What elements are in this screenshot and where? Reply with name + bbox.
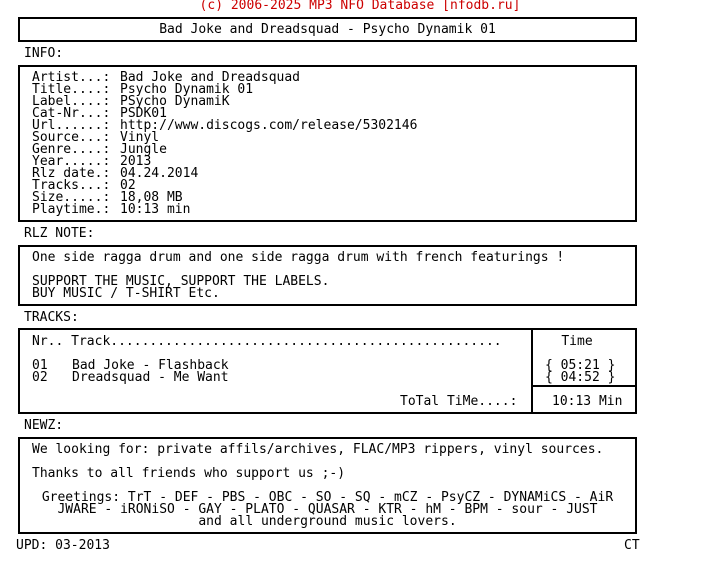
- footer-tag: CT: [624, 538, 640, 553]
- rlz-note-line-1: One side ragga drum and one side ragga drum with french featurings !: [32, 250, 565, 265]
- info-field-key: Cat-Nr...:: [32, 106, 111, 121]
- info-field-key: Url......:: [32, 118, 111, 133]
- track-row-nr: 01: [32, 358, 48, 373]
- greetings-line-1: Greetings: TrT - DEF - PBS - OBC - SO - SQ - mCZ - PsyCZ - DYNAMiCS - AiR: [41, 490, 614, 505]
- info-field-value: PSycho DynamiK: [120, 94, 230, 109]
- copyright-notice: (c) 2006-2025 MP3 NFO Database [nfodb.ru]: [199, 0, 521, 13]
- greetings-line-2: JWARE - iRONiSO - GAY - PLATO - QUASAR - KTR - hM - BPM - sour - JUST: [57, 502, 598, 517]
- track-row-title: Bad Joke - Flashback: [72, 358, 229, 373]
- info-field-value: PSDK01: [120, 106, 167, 121]
- info-field-key: Title....:: [32, 82, 111, 97]
- info-field-key: Source...:: [32, 130, 111, 145]
- info-field-key: Playtime.:: [32, 202, 111, 217]
- info-field-value: Bad Joke and Dreadsquad: [120, 70, 301, 85]
- track-row-time: { 04:52 }: [545, 370, 616, 385]
- update-date: UPD: 03-2013: [16, 538, 110, 553]
- info-field-value: http://www.discogs.com/release/5302146: [120, 118, 418, 133]
- info-field-value: Psycho Dynamik 01: [120, 82, 254, 97]
- time-column-header: Time: [561, 334, 593, 349]
- rlz-note-line-3: BUY MUSIC / T-SHIRT Etc.: [32, 286, 220, 301]
- total-time-label: ToTal TiMe....:: [400, 394, 518, 409]
- info-field-value: 18,08 MB: [120, 190, 183, 205]
- info-field-key: Rlz date.:: [32, 166, 111, 181]
- info-field-value: 02: [120, 178, 136, 193]
- info-field-key: Artist...:: [32, 70, 111, 85]
- info-field-value: 2013: [120, 154, 152, 169]
- tracks-column-header: Nr.. Track..................................................: [32, 334, 502, 349]
- info-field-key: Year.....:: [32, 154, 111, 169]
- info-field-key: Size.....:: [32, 190, 111, 205]
- rlz-note-line-2: SUPPORT THE MUSIC, SUPPORT THE LABELS.: [32, 274, 330, 289]
- newz-heading: NEWZ:: [24, 418, 64, 433]
- release-title: Bad Joke and Dreadsquad - Psycho Dynamik 01: [159, 22, 496, 37]
- newz-line-1: We looking for: private affils/archives, FLAC/MP3 rippers, vinyl sources.: [32, 442, 604, 457]
- info-box: [18, 65, 637, 222]
- info-field-value: Jungle: [120, 142, 167, 157]
- track-row-title: Dreadsquad - Me Want: [72, 370, 229, 385]
- rlz-note-heading: RLZ NOTE:: [24, 226, 95, 241]
- info-field-value: 04.24.2014: [120, 166, 199, 181]
- track-row-nr: 02: [32, 370, 48, 385]
- info-field-key: Tracks...:: [32, 178, 111, 193]
- info-field-value: Vinyl: [120, 130, 160, 145]
- tracks-heading: TRACKS:: [24, 310, 79, 325]
- info-field-key: Genre....:: [32, 142, 111, 157]
- newz-line-2: Thanks to all friends who support us ;-): [32, 466, 346, 481]
- track-row-time: { 05:21 }: [545, 358, 616, 373]
- info-heading: INFO:: [24, 46, 64, 61]
- greetings-line-3: and all underground music lovers.: [198, 514, 457, 529]
- info-field-value: 10:13 min: [120, 202, 191, 217]
- info-field-key: Label....:: [32, 94, 111, 109]
- total-time-value: 10:13 Min: [552, 394, 623, 409]
